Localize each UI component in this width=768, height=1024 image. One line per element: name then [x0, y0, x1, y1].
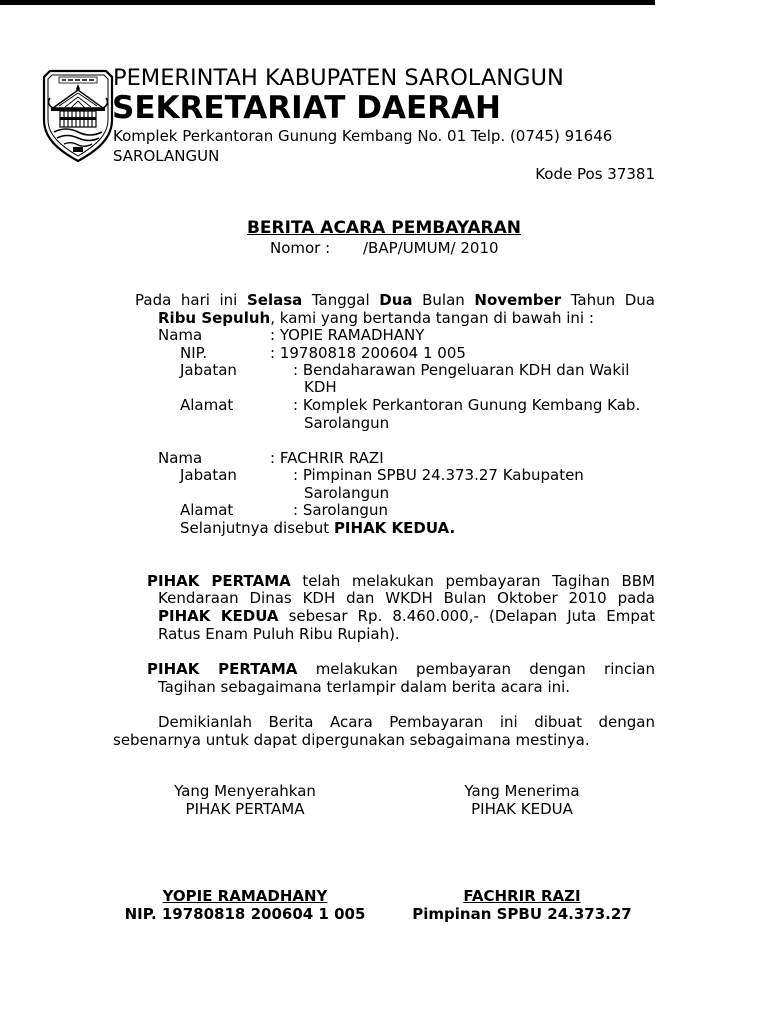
emblem-top-banner: [59, 77, 97, 83]
receiver-role: PIHAK KEDUA: [471, 800, 573, 818]
postal-code: Kode Pos 37381: [535, 165, 655, 183]
first-party-address: : Komplek Perkantoran Gunung Kembang Kab.: [293, 396, 641, 414]
opening-text: Tanggal: [302, 291, 380, 309]
receiver-position: Pimpinan SPBU 24.373.27: [412, 905, 632, 923]
first-party-name: : YOPIE RAMADHANY: [270, 326, 425, 344]
payment-text: telah melakukan pembayaran Tagihan BBM: [290, 572, 655, 590]
office-city: SAROLANGUN: [113, 147, 220, 165]
office-name: SEKRETARIAT DAERAH: [112, 90, 501, 126]
opening-text: Bulan: [412, 291, 475, 309]
details-text: melakukan pembayaran dengan rincian: [297, 660, 655, 678]
first-party-address-label: Alamat: [180, 396, 234, 414]
receiver-caption: Yang Menerima: [464, 782, 580, 800]
document-number-value: /BAP/UMUM/ 2010: [363, 239, 499, 257]
closing-line-1: Demikianlah Berita Acara Pembayaran ini dibuat dengan: [158, 713, 655, 731]
emblem-building: [60, 111, 96, 127]
document-number-label: Nomor :: [270, 239, 331, 257]
opening-text: Tahun Dua: [561, 291, 655, 309]
first-party-nip-label: NIP.: [180, 344, 208, 362]
second-party-address: : Sarolangun: [293, 501, 388, 519]
first-party-position-cont: KDH: [304, 378, 337, 396]
regency-emblem-icon: [42, 68, 114, 164]
government-name: PEMERINTAH KABUPATEN SAROLANGUN: [113, 65, 564, 91]
first-party-position-label: Jabatan: [180, 361, 237, 379]
second-party-name: : FACHRIR RAZI: [270, 449, 384, 467]
receiver-signatory-block: [372, 887, 672, 905]
party-reference: PIHAK PERTAMA: [147, 660, 298, 678]
giver-signatory-block: [95, 887, 395, 905]
first-party-position: : Bendaharawan Pengeluaran KDH dan Wakil: [293, 361, 630, 379]
receiver-name: FACHRIR RAZI: [463, 887, 581, 905]
party-reference: PIHAK KEDUA: [158, 607, 279, 625]
payment-line-1: [147, 572, 655, 590]
second-party-name-label: Nama: [158, 449, 203, 467]
opening-text: Pada hari ini: [135, 291, 247, 309]
payment-line-4: Ratus Enam Puluh Ribu Rupiah).: [158, 625, 400, 643]
opening-line-2: [158, 309, 594, 327]
top-border-bar: [0, 0, 655, 5]
day-name: Selasa: [246, 291, 303, 309]
giver-name: YOPIE RAMADHANY: [162, 887, 328, 905]
second-party-position-cont: Sarolangun: [304, 484, 390, 502]
details-line-1: [147, 660, 655, 678]
giver-caption: Yang Menyerahkan: [174, 782, 316, 800]
date-value: Dua: [379, 291, 413, 309]
year-value: Ribu Sepuluh: [158, 309, 271, 327]
payment-line-3: [158, 607, 655, 625]
details-line-2: Tagihan sebagaimana terlampir dalam berita acara ini.: [158, 678, 571, 696]
office-address: Komplek Perkantoran Gunung Kembang No. 01 Telp. (0745) 91646: [113, 127, 613, 145]
closing-line-2: sebenarnya untuk dapat dipergunakan sebagaimana mestinya.: [113, 731, 590, 749]
opening-line-1: [135, 291, 655, 309]
first-party-name-label: Nama: [158, 326, 203, 344]
first-party-address-cont: Sarolangun: [304, 414, 390, 432]
payment-line-2: Kendaraan Dinas KDH dan WKDH Bulan Oktober 2010 pada: [158, 589, 655, 607]
second-party-position: : Pimpinan SPBU 24.373.27 Kabupaten: [293, 466, 584, 484]
second-party-position-label: Jabatan: [180, 466, 237, 484]
designation-party: PIHAK KEDUA.: [333, 519, 456, 537]
party-reference: PIHAK PERTAMA: [147, 572, 291, 590]
first-party-nip: : 19780818 200604 1 005: [270, 344, 466, 362]
second-party-designation: [180, 519, 455, 537]
giver-role: PIHAK PERTAMA: [185, 800, 305, 818]
designation-text: Selanjutnya disebut: [180, 519, 334, 537]
opening-text: , kami yang bertanda tangan di bawah ini :: [270, 309, 594, 327]
payment-amount-text: sebesar Rp. 8.460.000,- (Delapan Juta Empat: [278, 607, 655, 625]
giver-nip: NIP. 19780818 200604 1 005: [124, 905, 366, 923]
month-value: November: [474, 291, 562, 309]
second-party-address-label: Alamat: [180, 501, 234, 519]
document-title: BERITA ACARA PEMBAYARAN: [246, 218, 522, 238]
